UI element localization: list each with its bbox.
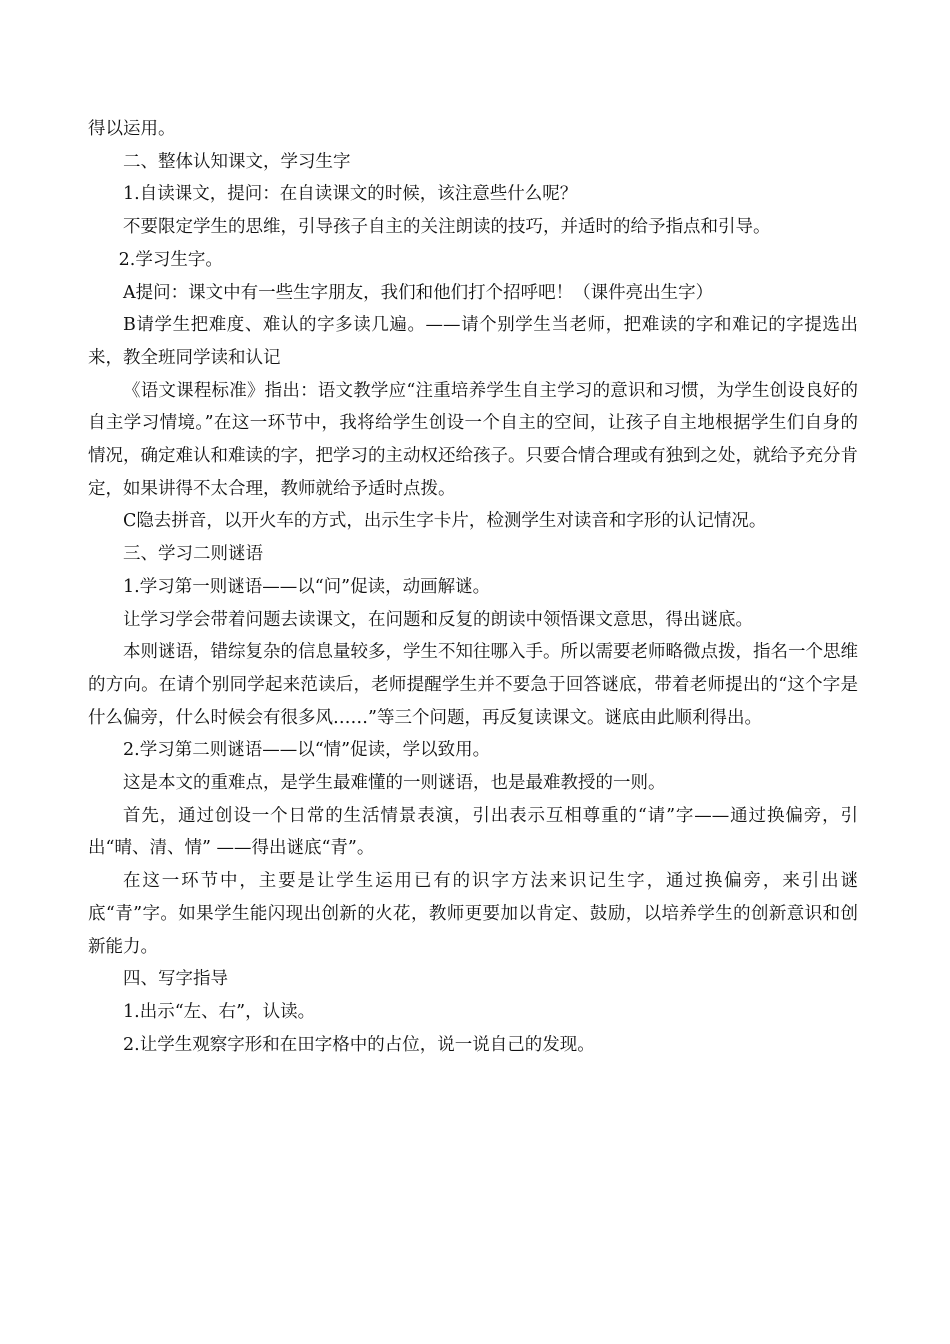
step-item: 2.学习第二则谜语——以“情”促读，学以致用。 bbox=[123, 740, 491, 761]
section-heading-3: 三、学习二则谜语 bbox=[123, 544, 263, 565]
paragraph: 这是本文的重难点，是学生最难懂的一则谜语，也是最难教授的一则。 bbox=[123, 773, 666, 794]
paragraph-continuation: 得以运用。 bbox=[88, 119, 176, 139]
paragraph: 首先，通过创设一个日常的生活情景表演，引出表示互相尊重的“请”字——通过换偏旁，引出“晴、清、情” ——得出谜底“青”。 bbox=[88, 805, 858, 859]
paragraph: 在这一环节中，主要是让学生运用已有的识字方法来识记生字，通过换偏旁，来引出谜底“青”字。如果学生能闪现出创新的火花，教师更要加以肯定、鼓励，以培养学生的创新意识和创新能力。 bbox=[88, 871, 858, 957]
step-item: 2.学习生字。 bbox=[118, 249, 223, 270]
paragraph: 本则谜语，错综复杂的信息量较多，学生不知往哪入手。所以需要老师略微点拨，指名一个思维的方向。在请个别同学起来范读后，老师提醒学生并不要急于回答谜底，带着老师提出的“这个字是什么偏旁，什么时候会有很多风……”等三个问题，再反复读课文。谜底由此顺利得出。 bbox=[88, 642, 858, 728]
step-item: 1.自读课文，提问：在自读课文的时候，该注意些什么呢？ bbox=[123, 184, 578, 205]
step-item: 1.出示“左、右”，认读。 bbox=[123, 1001, 316, 1022]
sub-step-item: B请学生把难度、难认的字多读几遍。——请个别学生当老师，把难读的字和难记的字提选出来，教全班同学读和认记 bbox=[88, 315, 858, 368]
step-item: 2.让学生观察字形和在田字格中的占位，说一说自己的发现。 bbox=[123, 1034, 595, 1055]
section-heading-2: 二、整体认知课文，学习生字 bbox=[123, 151, 351, 172]
paragraph: 让学习学会带着问题去读课文，在问题和反复的朗读中领悟课文意思，得出谜底。 bbox=[123, 609, 753, 630]
step-item: 1.学习第一则谜语——以“问”促读，动画解谜。 bbox=[123, 576, 491, 597]
document-body bbox=[88, 113, 858, 1061]
sub-step-item: C隐去拼音，以开火车的方式，出示生字卡片，检测学生对读音和字形的认记情况。 bbox=[123, 511, 767, 532]
paragraph: 不要限定学生的思维，引导孩子自主的关注朗读的技巧，并适时的给予指点和引导。 bbox=[123, 217, 771, 238]
paragraph: 《语文课程标准》指出：语文教学应“注重培养学生自主学习的意识和习惯，为学生创设良好的自主学习情境。”在这一环节中，我将给学生创设一个自主的空间，让孩子自主地根据学生们自身的情况，确定难认和难读的字，把学习的主动权还给孩子。只要合情合理或有独到之处，就给予充分肯定，如果讲得不太合理，教师就给予适时点拨。 bbox=[88, 380, 858, 499]
sub-step-item: A提问：课文中有一些生字朋友，我们和他们打个招呼吧！（课件亮出生字） bbox=[123, 282, 714, 303]
section-heading-4: 四、写字指导 bbox=[123, 969, 228, 990]
